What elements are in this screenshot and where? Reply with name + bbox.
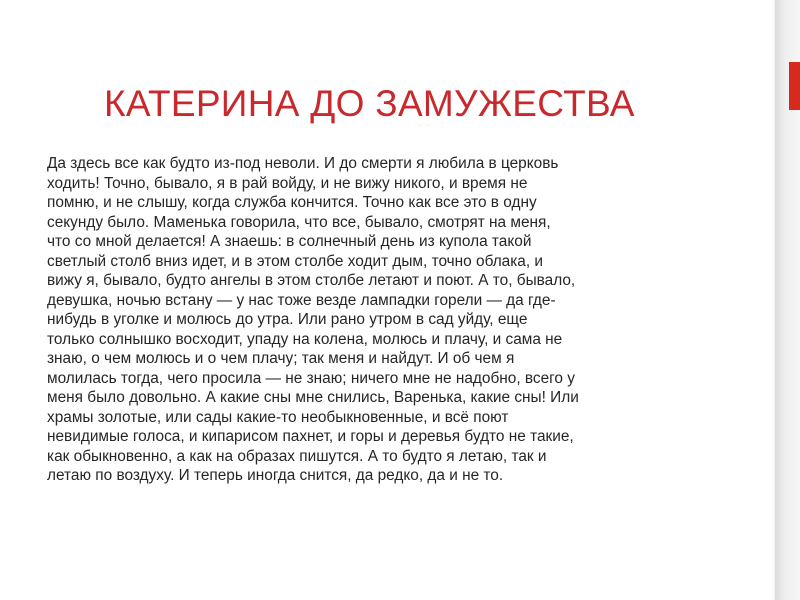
body-line: нибудь в уголке и молюсь до утра. Или рано утром в сад уйду, еще	[47, 311, 528, 328]
body-line: что со мной делается! А знаешь: в солнечный день из купола такой	[47, 233, 532, 250]
body-line: вижу я, бывало, будто ангелы в этом столбе летают и поют. А то, бывало,	[47, 272, 576, 289]
body-line: девушка, ночью встану — у нас тоже везде лампадки горели — да где-	[47, 291, 556, 309]
body-line: знаю, о чем молюсь и о чем плачу; так меня и найдут. И об чем я	[47, 350, 515, 367]
body-line: Да здесь все как будто из-под неволи. И до смерти я любила в церковь	[47, 155, 559, 172]
body-line: ходить! Точно, бывало, я в рай войду, и не вижу никого, и время не	[47, 174, 528, 192]
body-line: как обыкновенно, а как на образах пишутся. А то будто я летаю, так и	[47, 447, 547, 465]
body-line: только солнышко восходит, упаду на колена, молюсь и плачу, и сама не	[47, 330, 563, 348]
body-line: храмы золотые, или сады какие-то необыкновенные, и всё поют	[47, 408, 509, 426]
body-line: светлый столб вниз идет, и в этом столбе ходит дым, точно облака, и	[47, 252, 544, 270]
body-line: невидимые голоса, и кипарисом пахнет, и горы и деревья будто не такие,	[47, 428, 574, 445]
slide-title: КАТЕРИНА ДО ЗАМУЖЕСТВА	[104, 83, 635, 124]
body-line: помню, и не слышу, когда служба кончится. Точно как все это в одну	[47, 194, 537, 211]
body-line: секунду было. Маменька говорила, что все, бывало, смотрят на меня,	[47, 213, 551, 231]
body-line: летаю по воздуху. И теперь иногда снится, да редко, да и не то.	[47, 467, 504, 484]
body-line: меня было довольно. А какие сны мне снились, Варенька, какие сны! Или	[47, 389, 579, 406]
slide-body-text	[47, 154, 747, 486]
accent-bar	[789, 62, 800, 110]
body-line: молилась тогда, чего просила — не знаю; ничего мне не надобно, всего у	[47, 369, 575, 387]
